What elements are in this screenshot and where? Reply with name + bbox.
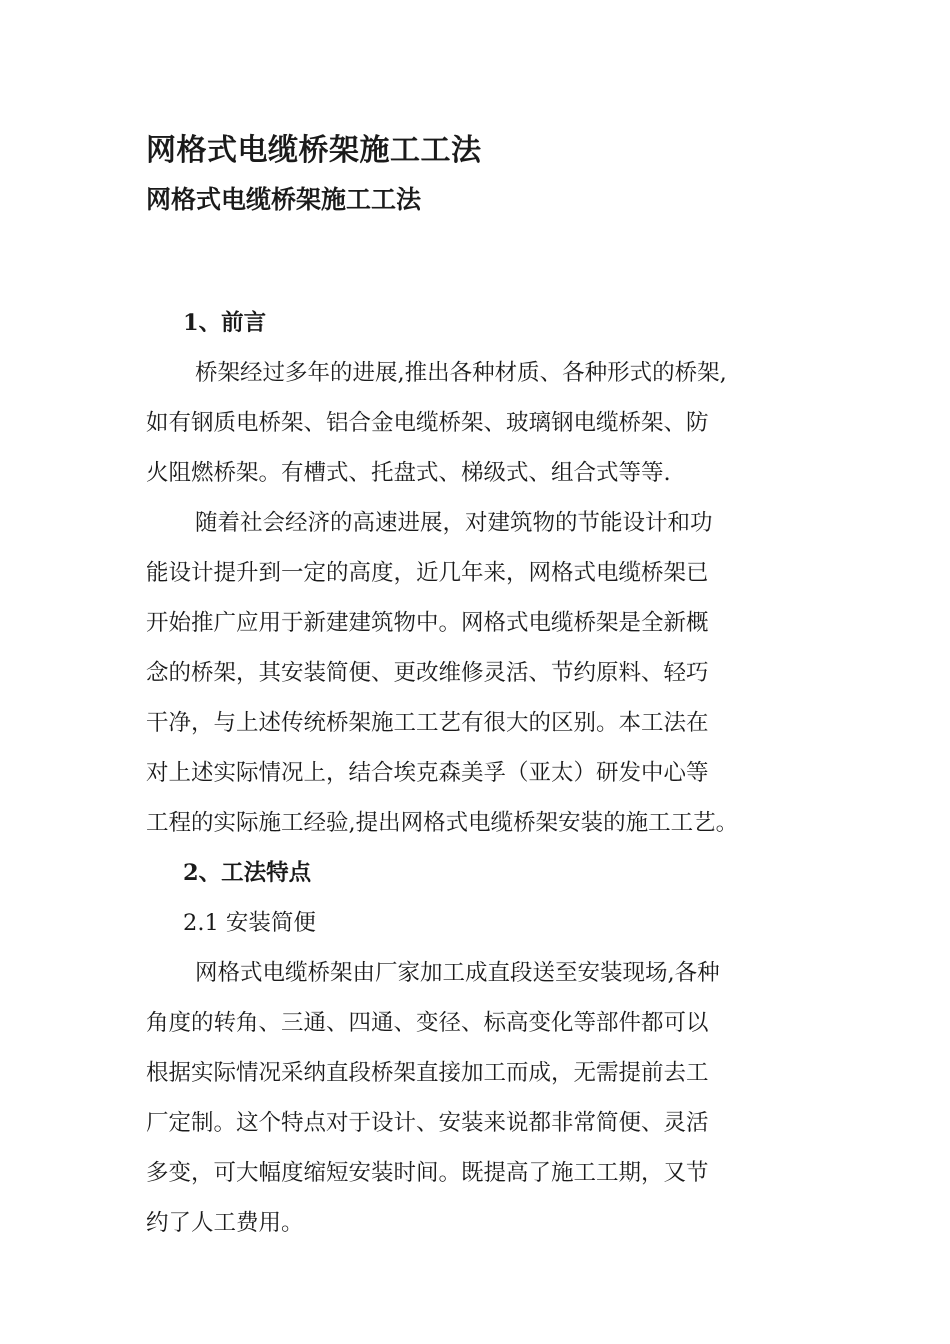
document-page — [146, 128, 826, 1248]
paragraph-line: 如有钢质电桥架、铝合金电缆桥架、玻璃钢电缆桥架、防 — [146, 410, 709, 436]
paragraph-line: 多变，可大幅度缩短安装时间。既提高了施工工期，又节 — [146, 1160, 709, 1186]
document-title: 网格式电缆桥架施工工法 — [146, 133, 482, 168]
paragraph-line: 根据实际情况采纳直段桥架直接加工而成，无需提前去工 — [146, 1060, 709, 1086]
paragraph-line: 角度的转角、三通、四通、变径、标高变化等部件都可以 — [146, 1010, 709, 1036]
paragraph-line: 对上述实际情况上，结合埃克森美孚（亚太）研发中心等 — [146, 760, 709, 786]
subsection-heading: 2.1 安装简便 — [183, 910, 316, 936]
paragraph-line: 网格式电缆桥架由厂家加工成直段送至安装现场,各种 — [195, 960, 720, 986]
section-heading: 1、前言 — [183, 310, 267, 336]
paragraph-line: 工程的实际施工经验,提出网格式电缆桥架安装的施工工艺。 — [146, 810, 739, 836]
paragraph-line: 桥架经过多年的进展,推出各种材质、各种形式的桥架, — [195, 360, 727, 386]
paragraph-line: 念的桥架，其安装简便、更改维修灵活、节约原料、轻巧 — [146, 660, 709, 686]
section-features — [146, 848, 826, 1248]
paragraph-line: 干净，与上述传统桥架施工工艺有很大的区别。本工法在 — [146, 710, 709, 736]
paragraph-line: 随着社会经济的高速进展，对建筑物的节能设计和功 — [195, 510, 713, 536]
paragraph-line: 厂定制。这个特点对于设计、安装来说都非常简便、灵活 — [146, 1110, 709, 1136]
paragraph-line: 能设计提升到一定的高度，近几年来，网格式电缆桥架已 — [146, 560, 709, 586]
section-preface — [146, 298, 826, 848]
paragraph — [146, 498, 826, 848]
document-subtitle: 网格式电缆桥架施工工法 — [146, 185, 422, 214]
paragraph — [146, 948, 826, 1248]
paragraph — [146, 348, 826, 498]
paragraph-line: 约了人工费用。 — [146, 1210, 304, 1236]
section-heading: 2、工法特点 — [183, 860, 312, 886]
paragraph-line: 开始推广应用于新建建筑物中。网格式电缆桥架是全新概 — [146, 610, 709, 636]
paragraph-line: 火阻燃桥架。有槽式、托盘式、梯级式、组合式等等. — [146, 460, 671, 486]
